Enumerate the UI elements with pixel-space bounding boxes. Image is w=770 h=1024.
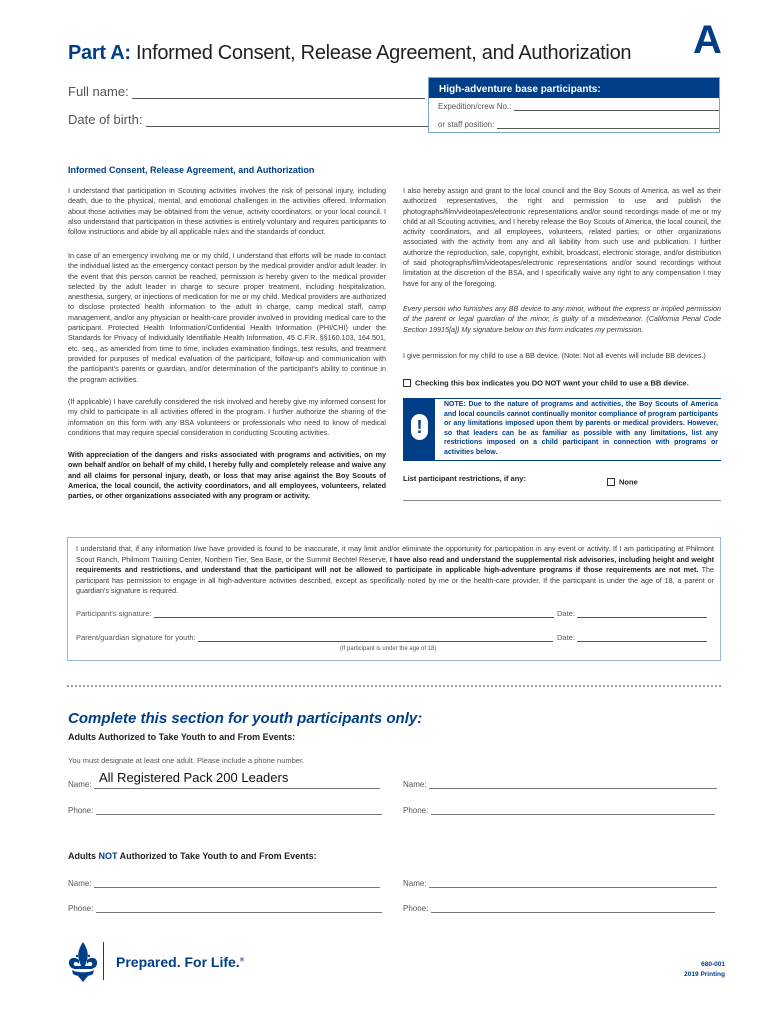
not-auth-name-1-label: Name: [68, 879, 92, 888]
youth-section-heading: Complete this section for youth participants only: [68, 710, 423, 727]
exclamation-icon: ! [411, 414, 428, 440]
parent-note: (If participant is under the age of 18) [340, 646, 437, 652]
parent-date-row [557, 633, 707, 642]
media-release-paragraph: I also hereby assign and grant to the local council and the Boy Scouts of America, as well as their authorized representatives, the right and permission to use and publish the photographs/film/videotapes/electronic representations and/or sound recordings made of me or my child at all Scouting activities, and I hereby release the Boy Scouts of America, the local council, the activity coordinators, and all employees, volunteers, related parties, or other organizations associated with the activity from any and all liability from such use and publication. I further authorize the reproduction, sale, copyright, exhibit, broadcast, electronic storage, and/or distribution of said photographs/film/videotapes/electronic representations and/or sound recordings without limitation at the discretion of the BSA, and I specifically waive any right to any compensation I may have for any of the foregoing. [403, 186, 721, 288]
auth-name-2-row [403, 780, 717, 789]
consent-heading: Informed Consent, Release Agreement, and Authorization [68, 165, 315, 175]
agreement-text-bold: I have also read and understand the supplemental risk advisories, including height and weight requirements and restrictions, and understand that the participant will not be allowed to participate in applicable high-adventure programs if those requirements are not met. [76, 554, 714, 575]
not-auth-phone-1-row [68, 904, 382, 913]
release-waiver-paragraph: With appreciation of the dangers and risks associated with programs and activities, on my own behalf and/or on behalf of my child, I hereby fully and completely release and waive any and all claims for personal injury, death, or loss that may arise against the Boy Scouts of America, the local council, the activity coordinators, and all employees, volunteers, related parties, or other organizations associated with any program or activity. [68, 450, 386, 501]
tagline [116, 954, 244, 970]
auth-phone-2-field[interactable] [431, 814, 715, 815]
title-prefix: Part A: [68, 42, 131, 64]
participant-signature-field[interactable] [154, 617, 554, 618]
agreement-text [76, 544, 714, 597]
note-text: NOTE: Due to the nature of programs and activities, the Boy Scouts of America and local councils cannot continually monitor compliance of program participants or any limitations imposed upon them by parents or medical providers. However, so that leaders can be as familiar as possible with any limitations, list any restrictions imposed on a child participant in connection with programs or activities below. [444, 401, 718, 456]
not-auth-name-2-field[interactable] [429, 887, 717, 888]
dob-field[interactable] [146, 126, 429, 127]
auth-phone-2-label: Phone: [403, 806, 429, 815]
registered-mark: ® [239, 957, 245, 964]
staff-label: or staff position: [438, 120, 495, 129]
participant-signature-row [76, 609, 554, 618]
none-checkbox[interactable] [607, 478, 615, 486]
none-label: None [619, 477, 638, 487]
auth-name-1-field[interactable] [94, 788, 380, 789]
consent-paragraph-2: In case of an emergency involving me or my child, I understand that efforts will be made to contact the individual listed as the emergency contact person by the medical provider and/or adult leader. In the event that this person cannot be reached, permission is hereby given to the medical provider selected by the adult leader in charge to secure proper treatment, including hospitalization, anesthesia, surgery, or injections of medication for me or my child. Medical providers are authorized to disclose protected health information to the adult in charge, camp medical staff, camp management, and/or any physician or health-care provider involved in providing medical care to the participant. Protected Health Information/Confidential Health Information (PHI/CHI) under the Standards for Privacy of Individually Identifiable Health Information, 45 C.F.R. §§160.103, 164.501, etc. seq., as amended from time to time, includes examination findings, test results, and treatment provided for purposes of medical evaluation of the participant, follow-up and communication with the participant's parents or guardian, and/or determination of the participant's ability to continue in the program activities. [68, 251, 386, 384]
bb-permission-text: I give permission for my child to use a BB device. (Note: Not all events will include BB devices.) [403, 351, 706, 360]
parent-signature-label: Parent/guardian signature for youth: [76, 633, 196, 642]
auth-phone-1-label: Phone: [68, 806, 94, 815]
not-auth-name-1-row [68, 879, 380, 888]
not-auth-phone-1-field[interactable] [96, 912, 382, 913]
form-number: 680-001 [701, 961, 725, 968]
dob-row [68, 112, 429, 127]
printing-info [684, 960, 725, 980]
participant-signature-label: Participant's signature: [76, 609, 152, 618]
section-divider [67, 685, 721, 687]
bb-opt-out-checkbox[interactable] [403, 379, 411, 387]
printing-year: 2019 Printing [684, 971, 725, 978]
not-auth-phone-1-label: Phone: [68, 904, 94, 913]
full-name-field[interactable] [132, 98, 425, 99]
auth-phone-1-field[interactable] [96, 814, 382, 815]
consent-paragraph-1: I understand that participation in Scouting activities involves the risk of personal injury, including death, due to the physical, mental, and emotional challenges in the activities offered. Information about those activities may be obtained from the venue, activity coordinators, or your local council. I also understand that participation in these activities is entirely voluntary and requires participants to follow instructions and abide by all applicable rules and the standards of conduct. [68, 186, 386, 237]
bb-checkbox-label: Checking this box indicates you DO NOT want your child to use a BB device. [415, 378, 689, 388]
designate-text: You must designate at least one adult. Please include a phone number. [68, 756, 305, 765]
high-adventure-heading: High-adventure base participants: [429, 78, 719, 98]
footer-divider [103, 942, 104, 980]
consent-paragraph-3: (If applicable) I have carefully considered the risk involved and hereby give my informed consent for my child to participate in all activities offered in the program. I further authorize the sharing of the information on this form with any BSA volunteers or professionals who need to know of medical conditions that may require special consideration in conducting Scouting activities. [68, 397, 386, 437]
high-adventure-box [428, 77, 720, 133]
restrictions-field[interactable] [403, 500, 721, 501]
not-auth-name-2-row [403, 879, 717, 888]
staff-field[interactable] [497, 128, 719, 129]
parent-date-field[interactable] [577, 641, 707, 642]
full-name-label: Full name: [68, 84, 129, 99]
not-heading-a: Adults [68, 851, 99, 861]
fleur-de-lis-logo-icon [66, 940, 100, 989]
page-title [68, 42, 631, 65]
participant-date-label: Date: [557, 609, 575, 618]
authorized-heading: Adults Authorized to Take Youth to and From Events: [68, 732, 296, 742]
restrictions-label: List participant restrictions, if any: [403, 474, 526, 483]
expedition-row [429, 98, 719, 111]
not-auth-phone-2-row [403, 904, 715, 913]
not-auth-phone-2-label: Phone: [403, 904, 429, 913]
auth-phone-1-row [68, 806, 382, 815]
full-name-row [68, 84, 425, 99]
expedition-field[interactable] [514, 110, 719, 111]
auth-name-1-row [68, 780, 380, 789]
parent-signature-row [76, 633, 553, 642]
bb-law-paragraph: Every person who furnishes any BB device to any minor, without the express or implied permission of the parent or legal guardian of the minor, is guilty of a misdemeanor. (California Penal Code Section 19915[a]) My signature below on this form indicates my permission. [403, 304, 721, 334]
tagline-text: Prepared. For Life. [116, 954, 240, 970]
not-auth-name-2-label: Name: [403, 879, 427, 888]
not-auth-name-1-field[interactable] [94, 887, 380, 888]
participant-date-row [557, 609, 707, 618]
part-badge: A [693, 18, 722, 62]
staff-row [429, 111, 719, 129]
not-heading-emphasis: NOT [98, 851, 118, 861]
parent-signature-field[interactable] [198, 641, 553, 642]
parent-date-label: Date: [557, 633, 575, 642]
title-text: Informed Consent, Release Agreement, and Authorization [130, 42, 632, 64]
bb-checkbox-row [403, 374, 689, 392]
auth-name-1-label: Name: [68, 780, 92, 789]
agreement-text-a: I understand that, if any information I/we have provided is found to be inaccurate, it may limit and/or eliminate the opportunity for participation in any event or activity. If I am participating at Philmont Scout Ranch, Philmont Training Center, Northern Tier, Sea Base, or the Summit Bechtel Reserve, [76, 544, 714, 564]
handwritten-name: All Registered Pack 200 Leaders [99, 770, 289, 785]
auth-phone-2-row [403, 806, 715, 815]
dob-label: Date of birth: [68, 112, 143, 127]
not-heading-c: Authorized to Take Youth to and From Events: [117, 851, 317, 861]
agreement-text-c: The participant has permission to engage in all high-adventure activities described, except as specifically noted by me or the health-care provider. If the participant is under the age of 18, a parent or guardian's signature is required. [76, 565, 714, 596]
auth-name-2-label: Name: [403, 780, 427, 789]
auth-name-2-field[interactable] [429, 788, 717, 789]
none-checkbox-row [607, 473, 638, 491]
not-auth-phone-2-field[interactable] [431, 912, 715, 913]
participant-date-field[interactable] [577, 617, 707, 618]
expedition-label: Expedition/crew No.: [438, 102, 512, 111]
not-authorized-heading [68, 851, 317, 861]
